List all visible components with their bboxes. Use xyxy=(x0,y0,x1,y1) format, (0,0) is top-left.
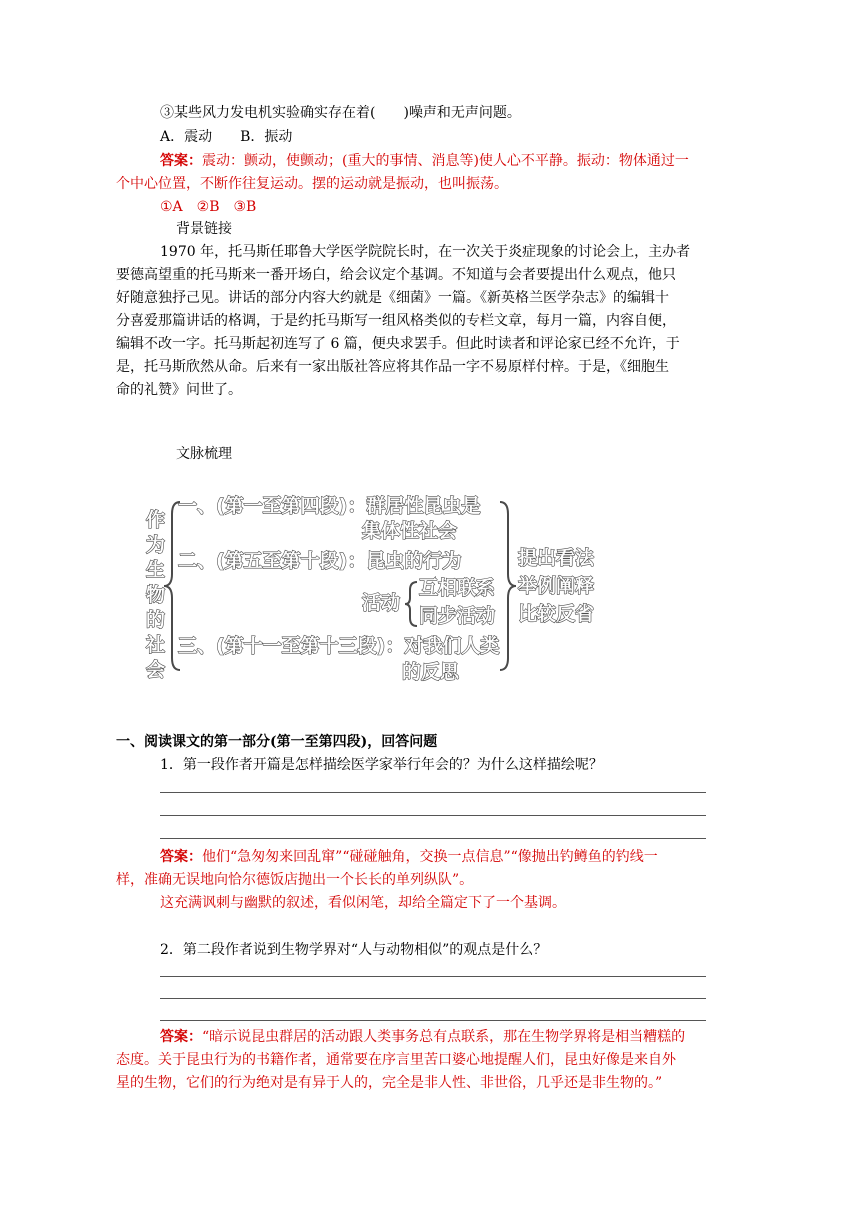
answer-label: 答案： xyxy=(160,1029,202,1045)
method-3: 比较反省 xyxy=(518,603,595,625)
answer-blank-line xyxy=(160,838,706,839)
title-column xyxy=(145,508,165,681)
outline-heading: 文脉梳理 xyxy=(176,446,232,462)
title-char-7: 会 xyxy=(146,659,166,681)
background-line-1: 1970 年，托马斯任耶鲁大学医学院院长时，在一次关于炎症现象的讨论会上，主办者 xyxy=(160,244,691,260)
structure-diagram xyxy=(140,482,610,692)
part2-line: 二、(第五至第十段)：昆虫的行为 xyxy=(178,550,462,572)
title-char-6: 社 xyxy=(146,634,166,656)
answer-2-text: “暗示说昆虫群居的活动跟人类事务总有点联系，那在生物学界将是相当糟糕的 xyxy=(202,1029,686,1045)
background-line-2: 要德高望重的托马斯来一番开场白，给会议定个基调。不知道与会者要提出什么观点，他只 xyxy=(116,267,676,283)
answer-blank-line xyxy=(160,976,706,977)
part1-line-b: 集体性社会 xyxy=(362,520,458,542)
vocab-answer-line1 xyxy=(160,151,689,171)
answer-1-line3: 这充满讽刺与幽默的叙述，看似闲笔，却给全篇定下了一个基调。 xyxy=(160,895,566,911)
vocab-answer-line2: 个中心位置，不断作往复运动。摆的运动就是振动，也叫振荡。 xyxy=(116,176,508,192)
answer-1-line2: 样，准确无误地向恰尔德饭店抛出一个长长的单列纵队”。 xyxy=(116,872,474,888)
answer-label: 答案： xyxy=(160,153,202,169)
answer-blank-line xyxy=(160,998,706,999)
vocab-answer-text: 震动：颤动，使颤动；(重大的事情、消息等)使人心不平静。振动：物体通过一 xyxy=(202,153,689,169)
answer-blank-line xyxy=(160,792,706,793)
background-heading: 背景链接 xyxy=(176,221,232,237)
background-line-4: 分喜爱那篇讲话的格调，于是约托马斯写一组风格类似的专栏文章，每月一篇，内容自便， xyxy=(116,313,676,329)
title-char-3: 生 xyxy=(146,559,166,581)
title-char-2: 为 xyxy=(146,534,166,556)
answer-2-line1 xyxy=(160,1027,685,1047)
part3-line-a: 三、(第十一至第十三段)：对我们人类 xyxy=(178,635,500,657)
background-line-7: 命的礼赞》问世了。 xyxy=(116,382,242,398)
answer-1-text: 他们“急匆匆来回乱窜”“碰碰触角，交换一点信息”“像抛出钓鳟鱼的钓线一 xyxy=(202,849,658,865)
method-1: 提出看法 xyxy=(518,547,595,569)
activity-brace xyxy=(405,582,417,626)
question-2: 2．第二段作者说到生物学界对“人与动物相似”的观点是什么？ xyxy=(160,942,548,958)
answer-blank-line xyxy=(160,815,706,816)
background-line-3: 好随意独抒己见。讲话的部分内容大约就是《细菌》一篇。《新英格兰医学杂志》的编辑十 xyxy=(116,290,669,306)
answer-label: 答案： xyxy=(160,849,202,865)
activity-item-2: 同步活动 xyxy=(419,605,496,627)
part3-line-b: 的反思 xyxy=(402,661,460,683)
method-2: 举例阐释 xyxy=(518,575,595,597)
part1-line-a: 一、(第一至第四段)：群居性昆虫是 xyxy=(178,495,481,517)
title-char-4: 物 xyxy=(146,584,166,606)
answer-2-line2: 态度。关于昆虫行为的书籍作者，通常要在序言里苦口婆心地提醒人们，昆虫好像是来自外 xyxy=(116,1052,676,1068)
answer-blank-line xyxy=(160,1020,706,1021)
question-3-stem: ③某些风力发电机实验确实存在着( )噪声和无声问题。 xyxy=(160,105,521,121)
section1-heading: 一、阅读课文的第一部分(第一至第四段)，回答问题 xyxy=(116,734,438,750)
question-1: 1．第一段作者开篇是怎样描绘医学家举行年会的？为什么这样描绘呢？ xyxy=(160,757,603,773)
activity-label: 活动 xyxy=(362,592,401,614)
background-line-5: 编辑不改一字。托马斯起初连写了 6 篇，便央求罢手。但此时读者和评论家已经不允许，于 xyxy=(116,336,680,352)
title-char-5: 的 xyxy=(146,609,166,631)
right-brace xyxy=(500,502,516,670)
answer-2-line3: 星的生物，它们的行为绝对是有异于人的，完全是非人性、非世俗，几乎还是非生物的。” xyxy=(116,1075,663,1091)
background-line-6: 是，托马斯欣然从命。后来有一家出版社答应将其作品一字不易原样付梓。于是，《细胞生 xyxy=(116,359,669,375)
activity-item-1: 互相联系 xyxy=(419,577,496,599)
vocab-answer-choices: ①A ②B ③B xyxy=(160,199,257,215)
title-char-1: 作 xyxy=(146,509,166,531)
question-3-options: A．震动 B．振动 xyxy=(160,129,293,145)
answer-1-line1 xyxy=(160,847,658,867)
